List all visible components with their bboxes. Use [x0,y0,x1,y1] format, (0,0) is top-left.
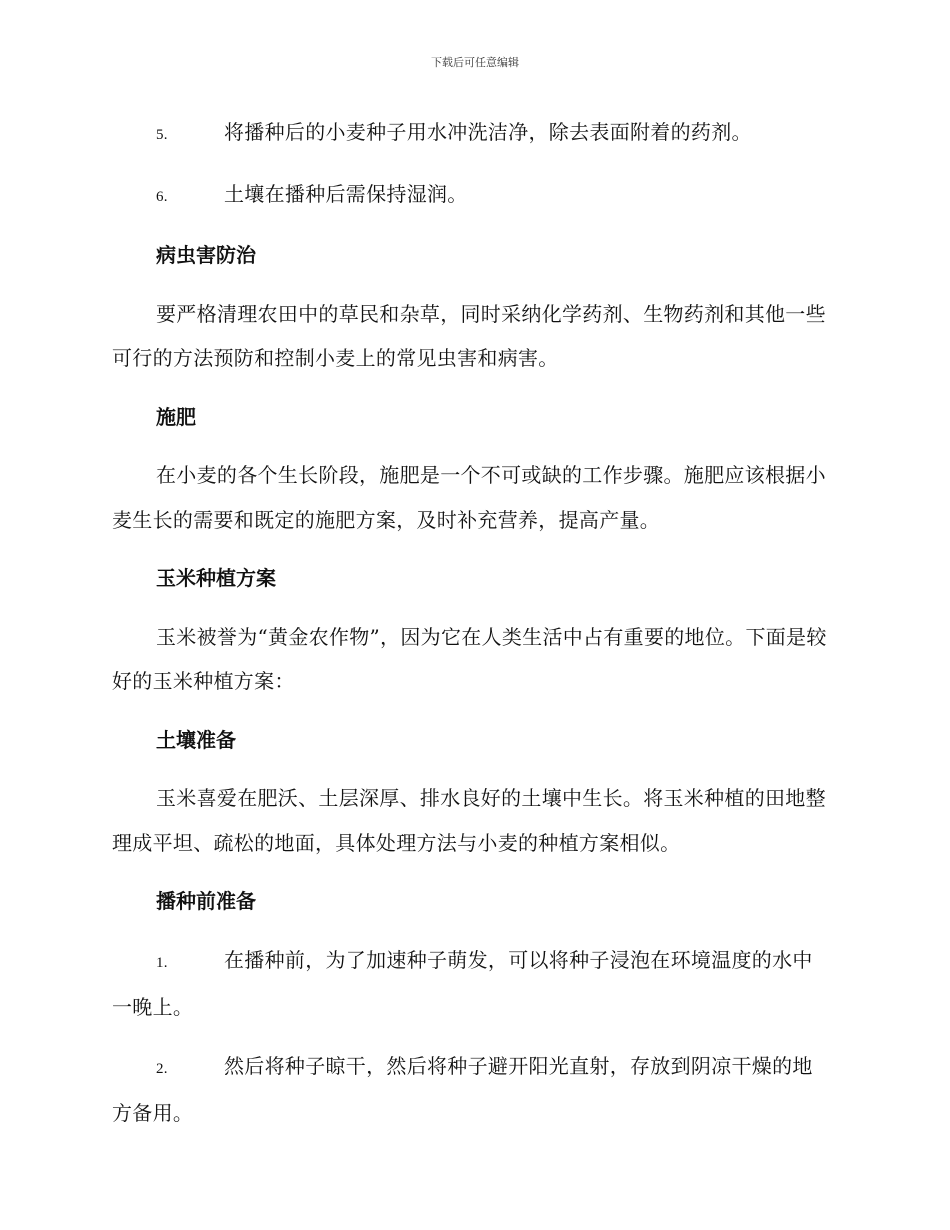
list-number: 2. [156,1060,168,1077]
list-text: 然后将种子晾干，然后将种子避开阳光直射，存放到阴凉干燥的地方备用。 [112,1053,813,1125]
list-number: 5. [156,127,168,143]
paragraph-pest-control: 要严格清理农田中的草民和杂草，同时采纳化学药剂、生物药剂和其他一些可行的方法预防和控制小麦上的常见虫害和病害。 [112,301,826,370]
paragraph-corn-plan: 玉米被誉为“黄金农作物”，因为它在人类生活中占有重要的地位。下面是较好的玉米种植方案： [112,624,827,693]
list-text: 将播种后的小麦种子用水冲洗洁净，除去表面附着的药剂。 [224,120,752,144]
paragraph-fertilizing: 在小麦的各个生长阶段，施肥是一个不可或缺的工作步骤。施肥应该根据小麦生长的需要和既定的施肥方案，及时补充营养，提高产量。 [112,463,826,532]
list-item-1 [112,938,832,1030]
document-body [112,110,832,1150]
section-heading-corn-plan: 玉米种植方案 [156,566,276,590]
list-text: 在播种前，为了加速种子萌发，可以将种子浸泡在环境温度的水中一晚上。 [112,947,813,1019]
paragraph-soil-prep: 玉米喜爱在肥沃、土层深厚、排水良好的土壤中生长。将玉米种植的田地整理成平坦、疏松的地面，具体处理方法与小麦的种植方案相似。 [112,786,826,855]
list-item-6 [112,172,832,220]
list-item-5 [112,110,832,158]
section-heading-soil-prep: 土壤准备 [156,727,236,752]
list-text: 土壤在播种后需保持湿润。 [224,181,468,206]
list-item-2 [112,1044,832,1136]
section-heading-fertilizing: 施肥 [156,404,196,429]
page-header: 下载后可任意编辑 [431,56,519,69]
section-heading-pest-control: 病虫害防治 [156,243,256,267]
list-number: 1. [156,954,168,971]
list-number: 6. [156,188,168,205]
section-heading-pre-sowing: 播种前准备 [156,889,256,913]
